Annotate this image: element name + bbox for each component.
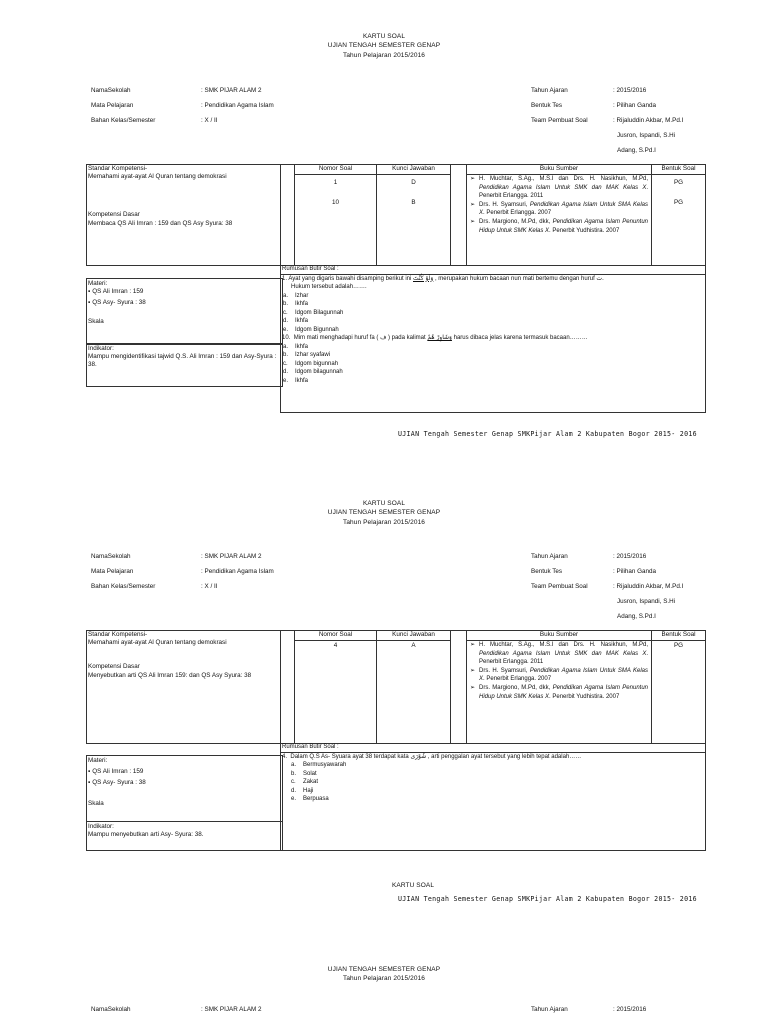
sk-cell [87, 165, 281, 266]
option: e. Berpuasa [291, 796, 329, 802]
meta-value: : SMK PIJAR ALAM 2 [201, 1006, 262, 1013]
spacer-cell [281, 631, 295, 744]
card2-table [86, 630, 706, 744]
meta-value: : 2015/2016 [613, 1006, 647, 1013]
sk-text: Memahami ayat-ayat Al Quran tentang demokrasi [88, 639, 227, 647]
exam-title: UJIAN TENGAH SEMESTER GENAP [327, 42, 441, 50]
option: b. Solat [291, 770, 317, 777]
question-1-sub: Hukum tersebut adalah……. [291, 284, 367, 290]
materi-item: ▪ QS Asy- Syura : 38 [88, 779, 281, 787]
spacer-cell [281, 165, 295, 266]
nomor-header: Nomor Soal [295, 165, 377, 175]
book-list [468, 641, 650, 701]
question-1-options [281, 292, 705, 335]
sk-label: Standar Kompetensi- [88, 165, 148, 172]
rumusan-label: Rumusan Butir Soal : [282, 266, 339, 272]
meta-value: : 2015/2016 [613, 87, 647, 94]
rumusan-label: Rumusan Butir Soal : [282, 744, 339, 750]
buku-cell [467, 641, 652, 744]
meta-value: : Pendidikan Agama Islam [201, 102, 274, 109]
book-item: ➢ Drs. H. Syamsuri, Pendidikan Agama Islam Untuk SMA Kelas X. Penerbit Erlangga. 2007 [470, 667, 648, 684]
option: a. Izhar [283, 292, 309, 299]
footer-text: UJIAN Tengah Semester Genap SMKPijar Alam 2 Kabupaten Bogor 2015- 2016 [398, 430, 697, 438]
kunci-value: A [411, 642, 416, 649]
option: a. Ikhfa [283, 343, 309, 350]
buku-cell [467, 175, 652, 266]
exam-title: UJIAN TENGAH SEMESTER GENAP [327, 966, 441, 973]
bentuk-header: Bentuk Soal [652, 165, 706, 175]
bentuk-header: Bentuk Soal [652, 631, 706, 641]
card2-lower [86, 743, 705, 850]
kunci-header: Kunci Jawaban [377, 165, 451, 175]
buku-header: Buku Sumber [467, 631, 652, 641]
indikator-box [86, 821, 283, 851]
book-item: ➢ Drs. H. Syamsuri, Pendidikan Agama Islam Untuk SMA Kelas X. Penerbit Erlangga. 2007 [470, 201, 648, 218]
indikator-box [86, 343, 283, 387]
rumusan-box [280, 265, 706, 413]
card3-title: KARTU SOAL [391, 882, 435, 889]
meta-label: Team Pembuat Soal [531, 583, 588, 590]
meta-label: NamaSekolah [91, 1006, 131, 1013]
materi-label: Materi: [88, 280, 108, 287]
option: b. Izhar syafawi [283, 352, 331, 358]
meta-value: : Rijaluddin Akbar, M.Pd.I [613, 583, 684, 590]
sk-label: Standar Kompetensi- [88, 631, 148, 638]
card2-header [0, 499, 768, 527]
meta-label: NamaSekolah [91, 553, 131, 560]
option: e. Idgom Bigunnah [283, 326, 339, 333]
nomor-value: 10 [331, 199, 339, 207]
card-title: KARTU SOAL [362, 500, 406, 507]
option: c. Zakat [291, 779, 319, 785]
footer-text: UJIAN Tengah Semester Genap SMKPijar Alam 2 Kabupaten Bogor 2015- 2016 [398, 895, 697, 903]
meta-label: Tahun Ajaran [531, 87, 568, 94]
nomor-value: 4 [333, 642, 338, 649]
question-10-options [281, 343, 705, 386]
option: b. Ikhfa [283, 301, 309, 307]
meta-label: Mata Pelajaran [91, 102, 134, 109]
nomor-header: Nomor Soal [295, 631, 377, 641]
meta-label: Bentuk Tes [531, 102, 563, 109]
meta-label: Bentuk Tes [531, 568, 563, 575]
card1-table [86, 164, 706, 266]
question-4-options [281, 761, 705, 804]
book-item: ➢ H. Muchtar, S.Ag., M.S.I dan Drs. H. Nasikhun, M.Pd, Pendidikan Agama Islam Untuk SMK dan MAK Kelas X. Penerbit Erlangga. 2011 [470, 641, 648, 667]
rumusan-box [280, 743, 706, 851]
meta-value: : SMK PIJAR ALAM 2 [201, 87, 262, 94]
meta-label: Mata Pelajaran [91, 568, 134, 575]
kunci-header: Kunci Jawaban [377, 631, 451, 641]
meta-value: : Pilihan Ganda [613, 102, 657, 109]
kd-text: Menyebutkan arti QS Ali Imran 159: dan QS Asy Syura: 38 [88, 671, 252, 679]
meta-value: Jusron, Ispandi, S.Hi [617, 132, 676, 139]
meta-value: : 2015/2016 [613, 553, 647, 560]
kunci-value: B [411, 199, 416, 207]
kunci-cell [377, 175, 451, 266]
sk-text: Memahami ayat-ayat Al Quran tentang demokrasi [88, 173, 227, 181]
year-line: Tahun Pelajaran 2015/2016 [342, 51, 425, 59]
year-line: Tahun Pelajaran 2015/2016 [342, 518, 425, 526]
question-4: 4. Dalam Q.S As- Syuara ayat 38 terdapat kata شُوْرَى , arti penggalan ayat tersebut yang lebih tepat adalah…… [281, 752, 705, 762]
nomor-cell [295, 175, 377, 266]
kunci-value: D [411, 179, 416, 186]
option: c. Idgom Bilagunnah [283, 309, 344, 316]
book-list [468, 175, 650, 235]
meta-label: NamaSekolah [91, 87, 131, 94]
materi-box [86, 755, 283, 822]
materi-item: ▪ QS Asy- Syura : 38 [88, 299, 281, 307]
meta-label: Tahun Ajaran [531, 553, 568, 560]
meta-value: : Pilihan Ganda [613, 568, 657, 575]
indikator-label: Indikator: [88, 345, 114, 352]
meta-value: Jusron, Ispandi, S.Hi [617, 598, 676, 605]
meta-value: : Pendidikan Agama Islam [201, 568, 274, 575]
bentuk-value: PG [673, 179, 684, 186]
sk-cell [87, 631, 281, 744]
year-line: Tahun Pelajaran 2015/2016 [342, 975, 425, 983]
option: d. Ikhfa [283, 318, 309, 324]
meta-label: Bahan Kelas/Semester [91, 117, 156, 124]
kd-label: Kompetensi Dasar [88, 211, 140, 219]
option: e. Ikhfa [283, 377, 309, 384]
question-1: 1. Ayat yang digaris bawahi disamping berikut ini وَلَوْ كُنْتَ , merupakan hukum bacaan nun mati bertemu dengan huruf ت. [281, 274, 705, 284]
option: a. Bermusyawarah [291, 762, 347, 768]
bentuk-cell [652, 175, 706, 266]
skala-label: Skala [88, 799, 104, 807]
nomor-cell [295, 641, 377, 744]
card1-header [0, 32, 768, 60]
meta-value: Adang, S.Pd.I [617, 147, 656, 154]
card-title: KARTU SOAL [362, 33, 406, 40]
materi-item: ▪ QS Ali Imran : 159 [88, 768, 281, 776]
book-item: ➢ H. Muchtar, S.Ag., M.S.I dan Drs. H. Nasikhun, M.Pd, Pendidikan Agama Islam Untuk SMK dan MAK Kelas X. Penerbit Erlangga. 2011 [470, 175, 648, 201]
meta-label: Tahun Ajaran [531, 1006, 568, 1013]
meta-value: : X / II [201, 117, 218, 124]
option: c. Idgom bigunnah [283, 360, 339, 367]
card1-lower [86, 265, 705, 412]
materi-box [86, 278, 283, 345]
meta-value: Adang, S.Pd.I [617, 613, 656, 620]
card3-header [0, 965, 768, 984]
book-item: ➢ Drs. Margiono, M.Pd, dkk, Pendidikan Agama Islam Penuntun Hidup Untuk SMK Kelas X. Penerbit Yudhistira. 2007 [470, 218, 648, 235]
spacer-cell [451, 165, 467, 266]
buku-header: Buku Sumber [467, 165, 652, 175]
materi-item: ▪ QS Ali Imran : 159 [88, 288, 281, 296]
materi-label: Materi: [88, 757, 108, 764]
skala-label: Skala [88, 317, 104, 325]
meta-label: Bahan Kelas/Semester [91, 583, 156, 590]
kunci-cell [377, 641, 451, 744]
nomor-value: 1 [333, 179, 338, 186]
kd-text: Membaca QS Ali Imran : 159 dan QS Asy Syura: 38 [88, 219, 233, 227]
bentuk-cell [652, 641, 706, 744]
spacer-cell [451, 631, 467, 744]
option: d. Idgom bilagunnah [283, 369, 343, 375]
book-item: ➢ Drs. Margiono, M.Pd, dkk, Pendidikan Agama Islam Penuntun Hidup Untuk SMK Kelas X. Penerbit Yudhistira. 2007 [470, 684, 648, 701]
bentuk-value: PG [673, 642, 684, 649]
meta-value: : X / II [201, 583, 218, 590]
kd-label: Kompetensi Dasar [88, 663, 140, 671]
bentuk-value: PG [673, 199, 684, 207]
exam-title: UJIAN TENGAH SEMESTER GENAP [327, 509, 441, 517]
indikator-text: Mampu menyebutkan arti Asy- Syura: 38. [88, 831, 204, 839]
question-10: 10. Mim mati menghadapi huruf fa ( ف ) pada kalimat وَشَاوِرْ هُمْ harus dibaca jelas karena termasuk bacaan……… [282, 334, 588, 341]
meta-value: : Rijaluddin Akbar, M.Pd.I [613, 117, 684, 124]
meta-label: Team Pembuat Soal [531, 117, 588, 124]
indikator-label: Indikator: [88, 823, 114, 830]
option: d. Haji [291, 787, 314, 794]
indikator-text: Mampu mengidentifikasi tajwid Q.S. Ali Imran : 159 dan Asy-Syura : 38. [88, 353, 277, 369]
meta-value: : SMK PIJAR ALAM 2 [201, 553, 262, 560]
